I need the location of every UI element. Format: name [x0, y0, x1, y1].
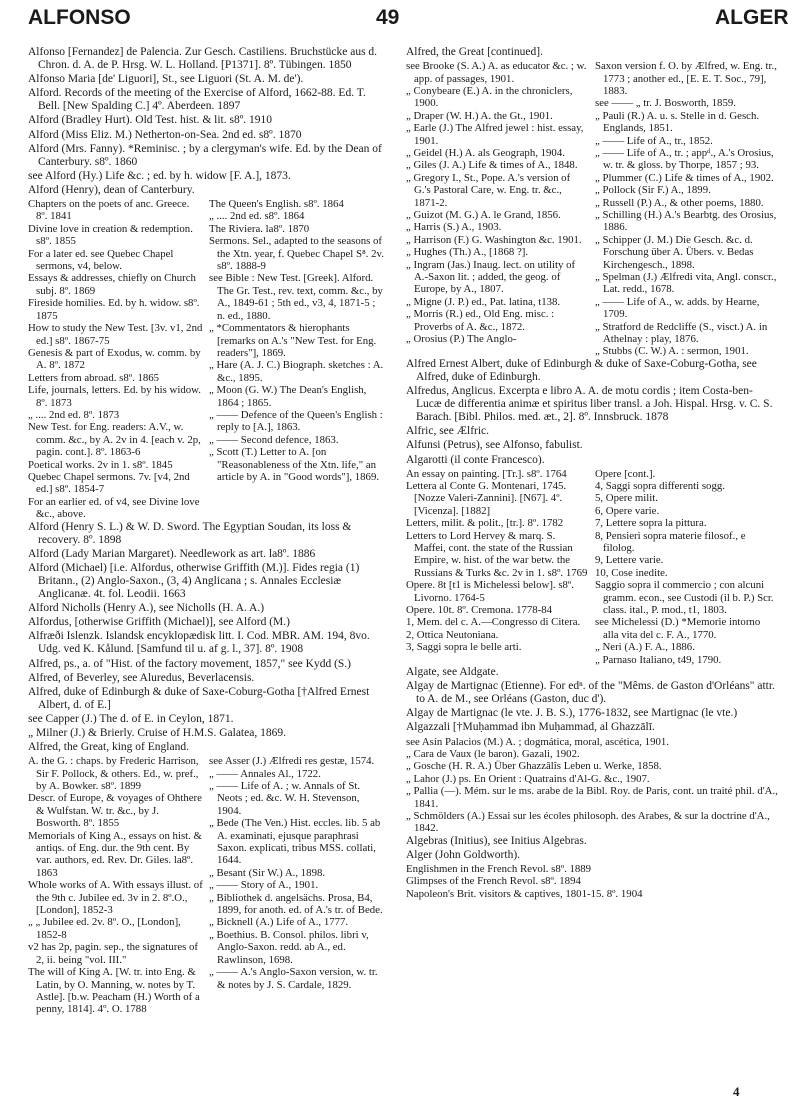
entry: Alfredus, Anglicus. Excerpta e libro A. A. de motu cordis ; item Costa-ben-Lucæ de differentia animæ et spiritus liber transl. a Joh. Hispal. Hrsg. v. C. S. Barach. [Bibl. Philos. med. æt., 2]. 8º. Innsbruck. 1878: [406, 385, 773, 424]
entry: Alford. Records of the meeting of the Exercise of Alford, 1662-88. Ed. T. Bell. [New Spalding C.] 4º. Aberdeen. 1897: [28, 87, 366, 113]
cross-ref: „ *Commentators & hierophants [remarks on A.'s "New Test. for Eng. readers"], 1869.: [209, 322, 377, 359]
volume: 1, Mem. del c. A.—Congresso di Citera.: [406, 616, 581, 629]
cross-ref: „ Pollock (Sir F.) A., 1899.: [595, 184, 711, 197]
entry: Alford (Michael) [i.e. Alfordus, otherwise Griffith (M.)]. Fides regia (1) Britann., (2) Anglo-Saxon., (3, 4) Anglicana ; s. Annales Ecclesiæ Anglicanæ. 4t. fol. Leodii. 1663: [28, 561, 360, 601]
henry-works-col-a: [28, 198, 203, 521]
cross-ref: „ Orosius (P.) The Anglo-: [406, 333, 517, 346]
volume: 4, Saggi sopra differenti sogg.: [595, 480, 725, 492]
cross-ref: „ Gregory I., St., Pope. A.'s version of G.'s Pastoral Care, w. Eng. tr. &c., 1871-2.: [406, 171, 571, 209]
volume: 3, Saggi sopra le belle arti.: [406, 641, 522, 654]
entry: Algay de Martignac (Etienne). For edⁿ. of the "Mêms. de Gaston d'Orléans" attr. to A. de M., see Orléans (Gaston, duc d').: [406, 680, 775, 706]
cross-ref: „ —— Defence of the Queen's English : reply to [A.], 1863.: [209, 408, 383, 434]
cross-ref: „ Besant (Sir W.) A., 1898.: [209, 866, 326, 879]
cross-ref: „ —— Life of A., tr. ; appᵈ., A.'s Orosius, w. tr. & gloss. by Thorpe, 1857 ; 93.: [595, 146, 774, 172]
alfred-refs-col-a: [406, 60, 589, 358]
cross-ref: see Michelessi (D.) *Memorie intorno alla vita del c. F. A., 1770.: [595, 616, 761, 641]
work: Opere [cont.].: [595, 467, 656, 480]
cross-ref: „ —— Annales Al., 1722.: [209, 767, 321, 780]
volume: 8, Pensieri sopra materie filosof., e filolog.: [595, 529, 746, 555]
alfred-refs: [406, 60, 778, 358]
cross-ref: „ Earle (J.) The Alfred jewel : hist. essay, 1901.: [406, 122, 584, 147]
cross-ref: „ —— A.'s Anglo-Saxon version, w. tr. & notes by J. S. Cardale, 1829.: [209, 966, 378, 991]
entry: Alfonso [Fernandez] de Palencia. Zur Gesch. Castiliens. Bruchstücke aus d. Chron. d. A. de P. Hrsg. W. L. Holland. [P1371]. 8º. Tübingen. 1850: [28, 46, 378, 72]
work: Genesis & part of Exodus, w. comm. by A. 8º. 1872: [28, 346, 201, 372]
work: Letters to Lord Hervey & marq. S. Maffei, cont. the state of the Russian Empire, w. hist. of the war betw. the Russians & Turks &c. 2v in 1. s8º. 1769: [406, 529, 588, 579]
cross-ref: see Bible : New Test. [Greek]. Alford. The Gr. Test., rev. text, comm. &c., by A., 1849-61 ; 5th ed., v3, 4, 1871-5 ; n. ed., 1880.: [209, 272, 383, 322]
entry: Alfonso Maria [de' Liguori], St., see Liguori (St. A. M. de').: [28, 73, 304, 86]
work: The will of King A. [W. tr. into Eng. & Latin, by O. Manning, w. notes by T. Astle]. [b.w. Peacham (H.) Worth of a penny, 1814]. 4º. O. 1788: [28, 966, 200, 1016]
cross-ref: „ —— Story of A., 1901.: [209, 879, 319, 892]
work: Essays & addresses, chiefly on Church subj. 8º. 1869: [28, 272, 196, 297]
work: Quebec Chapel sermons. 7v. [v4, 2nd ed.] s8º. 1854-7: [28, 470, 190, 496]
cross-ref: „ Plummer (C.) Life & times of A., 1902.: [595, 171, 774, 184]
cross-ref: „ Schilling (H.) A.'s Bearbtg. des Orosius, 1886.: [595, 208, 777, 234]
alfred-works-col-a: [28, 755, 203, 1016]
entry: Alfred, ps., a. of "Hist. of the factory movement, 1857," see Kydd (S.): [28, 657, 352, 670]
work: Sermons. Sel., adapted to the seasons of the Xtn. year, f. Quebec Chapel S⁸. 2v. s8º. 1888-9: [209, 235, 384, 273]
cross-ref: „ Schmölders (A.) Essai sur les écoles philosoph. des Arabes, & sur la doctrine d'A., 1842.: [406, 810, 770, 835]
cross-ref: „ Pallia (—). Mém. sur le ms. arabe de la Bibl. Roy. de Paris, cont. un traité phil. d'A., 1841.: [406, 785, 778, 810]
cross-ref: „ Bede (The Ven.) Hist. eccles. lib. 5 ab A. examinati, ejusque paraphrasi Saxon. explicati, tribus MSS. collati, 1644.: [209, 817, 381, 867]
work: Lettera al Conte G. Montenari, 1745. [Nozze Valeri-Zannini]. [N67]. 4º. [Vicenza]. [1882]: [406, 480, 567, 517]
entry-heading: Alford (Henry), dean of Canterbury.: [28, 183, 195, 196]
work-note: v2 has 2p, pagin. sep., the signatures of 2, ii. being "vol. III.": [28, 941, 199, 966]
page-number: 49: [376, 6, 400, 29]
entry: see Alford (Hy.) Life &c. ; ed. by h. widow [F. A.], 1873.: [28, 169, 291, 182]
entry: Alford (Henry S. L.) & W. D. Sword. The Egyptian Soudan, its loss & recovery. 8º. 1898: [28, 520, 352, 546]
cross-ref: „ —— Second defence, 1863.: [209, 433, 339, 446]
work: Glimpses of the French Revol. s8º. 1894: [406, 875, 581, 888]
entry: Alfred, duke of Edinburgh & duke of Saxe-Coburg-Gotha [†Alfred Ernest Albert, d. of E.]: [28, 685, 370, 711]
entry: Algebras (Initius), see Initius Algebras.: [406, 834, 587, 847]
cross-ref: „ Pauli (R.) A. u. s. Stelle in d. Gesch. Englands, 1851.: [595, 109, 760, 135]
work: Whole works of A. With essays illust. of the 9th c. Jubilee ed. 3v in 2. 8º.O., [London], 1852-3: [28, 879, 203, 917]
alger-works: [406, 863, 778, 900]
work: Descr. of Europe, & voyages of Ohthere & Wulfstan. W. tr. &c., by J. Bosworth. 8º. 1855: [28, 792, 202, 830]
cross-ref: see Brooke (S. A.) A. as educator &c. ; w. app. of passages, 1901.: [406, 60, 587, 85]
signature-mark: 4: [733, 1084, 740, 1099]
cross-ref: „ Morris (R.) ed., Old Eng. misc. : Proverbs of A. &c., 1872.: [406, 308, 555, 333]
cross-ref: „ Lahor (J.) ps. En Orient : Quatrains d'Al-G. &c., 1907.: [406, 772, 650, 785]
volume: 2, Ottica Neutoniana.: [406, 628, 499, 641]
header-right-word: ALGER: [715, 6, 789, 29]
work-note: For a later ed. see Quebec Chapel sermons, v4, below.: [28, 247, 174, 273]
work: „ .... 2nd ed. 8º. 1873: [28, 408, 120, 421]
cross-ref: „ Boethius. B. Consol. philos. libri v, Anglo-Saxon. redd. ab A., ed. Rawlinson, 1698.: [209, 928, 369, 966]
work: Poetical works. 2v in 1. s8º. 1845: [28, 458, 173, 471]
cross-ref: „ Ingram (Jas.) Inaug. lect. on utility of A.-Saxon lit. ; added, the geog. of Europe, by A., 1807.: [406, 258, 576, 296]
work: „ „ Jubilee ed. 2v. 8º. O., [London], 1852-8: [28, 916, 181, 941]
volume: 9, Lettere varie.: [595, 554, 664, 567]
alfred-refs-col-b: [595, 60, 778, 358]
work: An essay on painting. [Tr.]. s8º. 1764: [406, 467, 567, 480]
entry: Alfræði Islenzk. Islandsk encyklopædisk litt. I. Cod. MBR. AM. 194, 8vo. Udg. ved K. Kålund. [Samfund til u. af g. l., 37]. 8º. 1908: [28, 630, 370, 656]
entry: Alford (Mrs. Fanny). *Reminisc. ; by a clergyman's wife. Ed. by the Dean of Canterbury. s8º. 1860: [28, 142, 382, 168]
algarotti-col-b: [595, 468, 778, 667]
entry: Alfordus, [otherwise Griffith (Michael)], see Alford (M.): [28, 616, 290, 629]
cross-ref: „ Stubbs (C. W.) A. : sermon, 1901.: [595, 345, 749, 358]
work: New Test. for Eng. readers: A.V., w. comm. &c., by A. 2v in 4. [each v. 2p, pagin. cont.]. 8º. 1863-6: [28, 421, 201, 459]
work: „ .... 2nd ed. s8º. 1864: [209, 210, 305, 223]
cross-ref: „ Cara de Vaux (le baron). Gazali, 1902.: [406, 747, 580, 760]
entry-heading: Algazzali [†Muḥammad ibn Muḥammad, al Ghazzālī.: [406, 721, 655, 734]
cross-ref: „ Harris (S.) A., 1903.: [406, 221, 502, 234]
volume: 10, Cose inedite.: [595, 566, 668, 579]
cross-ref: „ Draper (W. H.) A. the Gt., 1901.: [406, 109, 553, 122]
work: Englishmen in the French Revol. s8º. 1889: [406, 863, 592, 875]
henry-alford-works: [28, 198, 384, 521]
cross-ref: „ Stratford de Redcliffe (S., visct.) A. in Athelnay : play, 1876.: [595, 320, 768, 346]
left-column: [28, 46, 384, 1016]
cross-ref: see Asín Palacios (M.) A. ; dogmática, moral, ascética, 1901.: [406, 735, 669, 748]
work-note: For an earlier ed. of v4, see Divine love &c., above.: [28, 495, 200, 521]
entry-heading: Algarotti (il conte Francesco).: [406, 453, 545, 466]
entry: see Capper (J.) The d. of E. in Ceylon, 1871.: [28, 712, 234, 725]
cross-ref: „ Migne (J. P.) ed., Pat. latina, t138.: [406, 295, 561, 308]
entry: Alford (Bradley Hurt). Old Test. hist. & lit. s8º. 1910: [28, 114, 273, 127]
work: Letters, milit. & polit., [tr.]. 8º. 1782: [406, 517, 564, 530]
running-header: [0, 6, 801, 36]
cross-ref: „ Giles (J. A.) Life & times of A., 1848.: [406, 159, 578, 172]
work: Divine love in creation & redemption. s8º. 1855: [28, 222, 193, 248]
entry: Alfred Ernest Albert, duke of Edinburgh & duke of Saxe-Coburg-Gotha, see Alfred, duke of Edinburgh.: [406, 357, 757, 383]
work: A. the G. : chaps. by Frederic Harrison, Sir F. Pollock, & others. Ed., w. pref., by A. Bowker. s8º. 1899: [28, 755, 199, 792]
henry-works-col-b: [209, 198, 384, 521]
cross-ref: see —— „ tr. J. Bosworth, 1859.: [595, 97, 736, 110]
cross-ref: „ Hare (A. J. C.) Biograph. sketches : A. &c., 1895.: [209, 359, 384, 384]
entry: Algate, see Aldgate.: [406, 666, 499, 679]
cross-ref: „ Russell (P.) A., & other poems, 1880.: [595, 196, 764, 209]
right-column: [406, 46, 778, 900]
cross-ref: „ Geidel (H.) A. als Geograph, 1904.: [406, 146, 565, 159]
entry-heading: Alfred, the Great [continued].: [406, 46, 543, 58]
work: Opere. 8t [t1 is Michelessi below]. s8º. Livorno. 1764-5: [406, 579, 574, 604]
cross-ref: „ Conybeare (E.) A. in the chroniclers, 1900.: [406, 84, 573, 110]
volume: 6, Opere varie.: [595, 504, 660, 517]
entry: Alford (Lady Marian Margaret). Needlework as art. la8º. 1886: [28, 547, 316, 560]
entry: Alford Nicholls (Henry A.), see Nicholls (H. A. A.): [28, 602, 265, 615]
cross-ref: „ Schipper (J. M.) Die Gesch. &c. d. Forschung über A. Übers. v. Bedas Kirchengesch., 1898.: [595, 233, 754, 271]
cross-ref: „ Hughes (Th.) A., [1868 ?].: [406, 246, 529, 259]
entry: Alford (Miss Eliz. M.) Netherton-on-Sea. 2nd ed. s8º. 1870: [28, 128, 302, 141]
cross-ref: „ Bibliothek d. angelsächs. Prosa, B4, 1899, for anoth. ed. of A.'s tr. of Bede.: [209, 891, 383, 917]
cross-ref: „ Neri (A.) F. A., 1886.: [595, 641, 695, 654]
volume: 7, Lettere sopra la pittura.: [595, 517, 707, 530]
work: Fireside homilies. Ed. by h. widow. s8º. 1875: [28, 297, 200, 322]
entry: Alfred, of Beverley, see Aluredus, Beverlacensis.: [28, 671, 255, 684]
work: Opere. 10t. 8º. Cremona. 1778-84: [406, 604, 553, 617]
entry: „ Milner (J.) & Brierly. Cruise of H.M.S. Galatea, 1869.: [28, 727, 286, 739]
entry: Alfric, see Ælfric.: [406, 425, 490, 438]
work: Letters from abroad. s8º. 1865: [28, 371, 160, 384]
cross-ref: „ Bicknell (A.) Life of A., 1777.: [209, 916, 349, 929]
cross-ref: „ —— Life of A. ; w. Annals of St. Neots ; ed. &c. W. H. Stevenson, 1904.: [209, 780, 361, 817]
cross-ref: „ Scott (T.) Letter to A. [on "Reasonableness of the Xtn. life," an article by A. in "Good words"], 1869.: [209, 446, 380, 483]
entry: Algay de Martignac (le vte. J. B. S.), 1776-1832, see Martignac (le vte.): [406, 707, 738, 720]
entry: Alfunsi (Petrus), see Alfonso, fabulist.: [406, 439, 583, 452]
alfred-works-col-b: [209, 755, 384, 1016]
entry-heading: Alger (John Goldworth).: [406, 848, 521, 861]
algarotti-col-a: [406, 468, 589, 667]
cross-ref: „ Spelman (J.) Ælfredi vita, Angl. conscr., Lat. redd., 1678.: [595, 271, 777, 296]
entry-heading: Alfred, the Great, king of England.: [28, 741, 189, 754]
work: Life, journals, letters. Ed. by his widow. 8º. 1873: [28, 384, 201, 409]
alfred-works: [28, 755, 384, 1016]
cross-ref: see Asser (J.) Ælfredi res gestæ, 1574.: [209, 755, 375, 768]
cross-ref: „ —— Life of A., w. adds. by Hearne, 1709.: [595, 295, 760, 321]
algazzali-refs: [406, 736, 778, 835]
work: The Queen's English. s8º. 1864: [209, 198, 344, 211]
work: Memorials of King A., essays on hist. & antiqs. of Eng. dur. the 9th cent. By var. authors, ed. Rev. Dr. Giles. la8º. 1863: [28, 829, 202, 879]
work: The Riviera. la8º. 1870: [209, 222, 310, 235]
cross-ref: Saxon version f. O. by Ælfred, w. Eng. tr., 1773 ; another ed., [E. E. T. Soc., 79], 1883.: [595, 60, 777, 97]
work: Saggio sopra il commercio ; con alcuni gramm. econ., see Custodi (il b. P.) Scr. class. ital., P. mod., t1, 1803.: [595, 579, 774, 617]
cross-ref: „ Moon (G. W.) The Dean's English, 1864 ; 1865.: [209, 384, 367, 409]
algarotti-works: [406, 468, 778, 667]
work: Chapters on the poets of anc. Greece. 8º. 1841: [28, 198, 190, 223]
work: Napoleon's Brit. visitors & captives, 1801-15. 8º. 1904: [406, 887, 643, 900]
header-left-word: ALFONSO: [28, 6, 131, 29]
cross-ref: „ —— Life of A., tr., 1852.: [595, 134, 713, 147]
cross-ref: „ Gosche (H. R. A.) Über Ghazzâlîs Leben u. Werke, 1858.: [406, 760, 662, 773]
cross-ref: „ Guizot (M. G.) A. le Grand, 1856.: [406, 208, 561, 221]
cross-ref: „ Parnaso Italiano, t49, 1790.: [595, 653, 722, 666]
cross-ref: „ Harrison (F.) G. Washington &c. 1901.: [406, 233, 582, 246]
volume: 5, Opere milit.: [595, 492, 658, 505]
work: How to study the New Test. [3v. v1, 2nd ed.] s8º. 1867-75: [28, 322, 203, 347]
